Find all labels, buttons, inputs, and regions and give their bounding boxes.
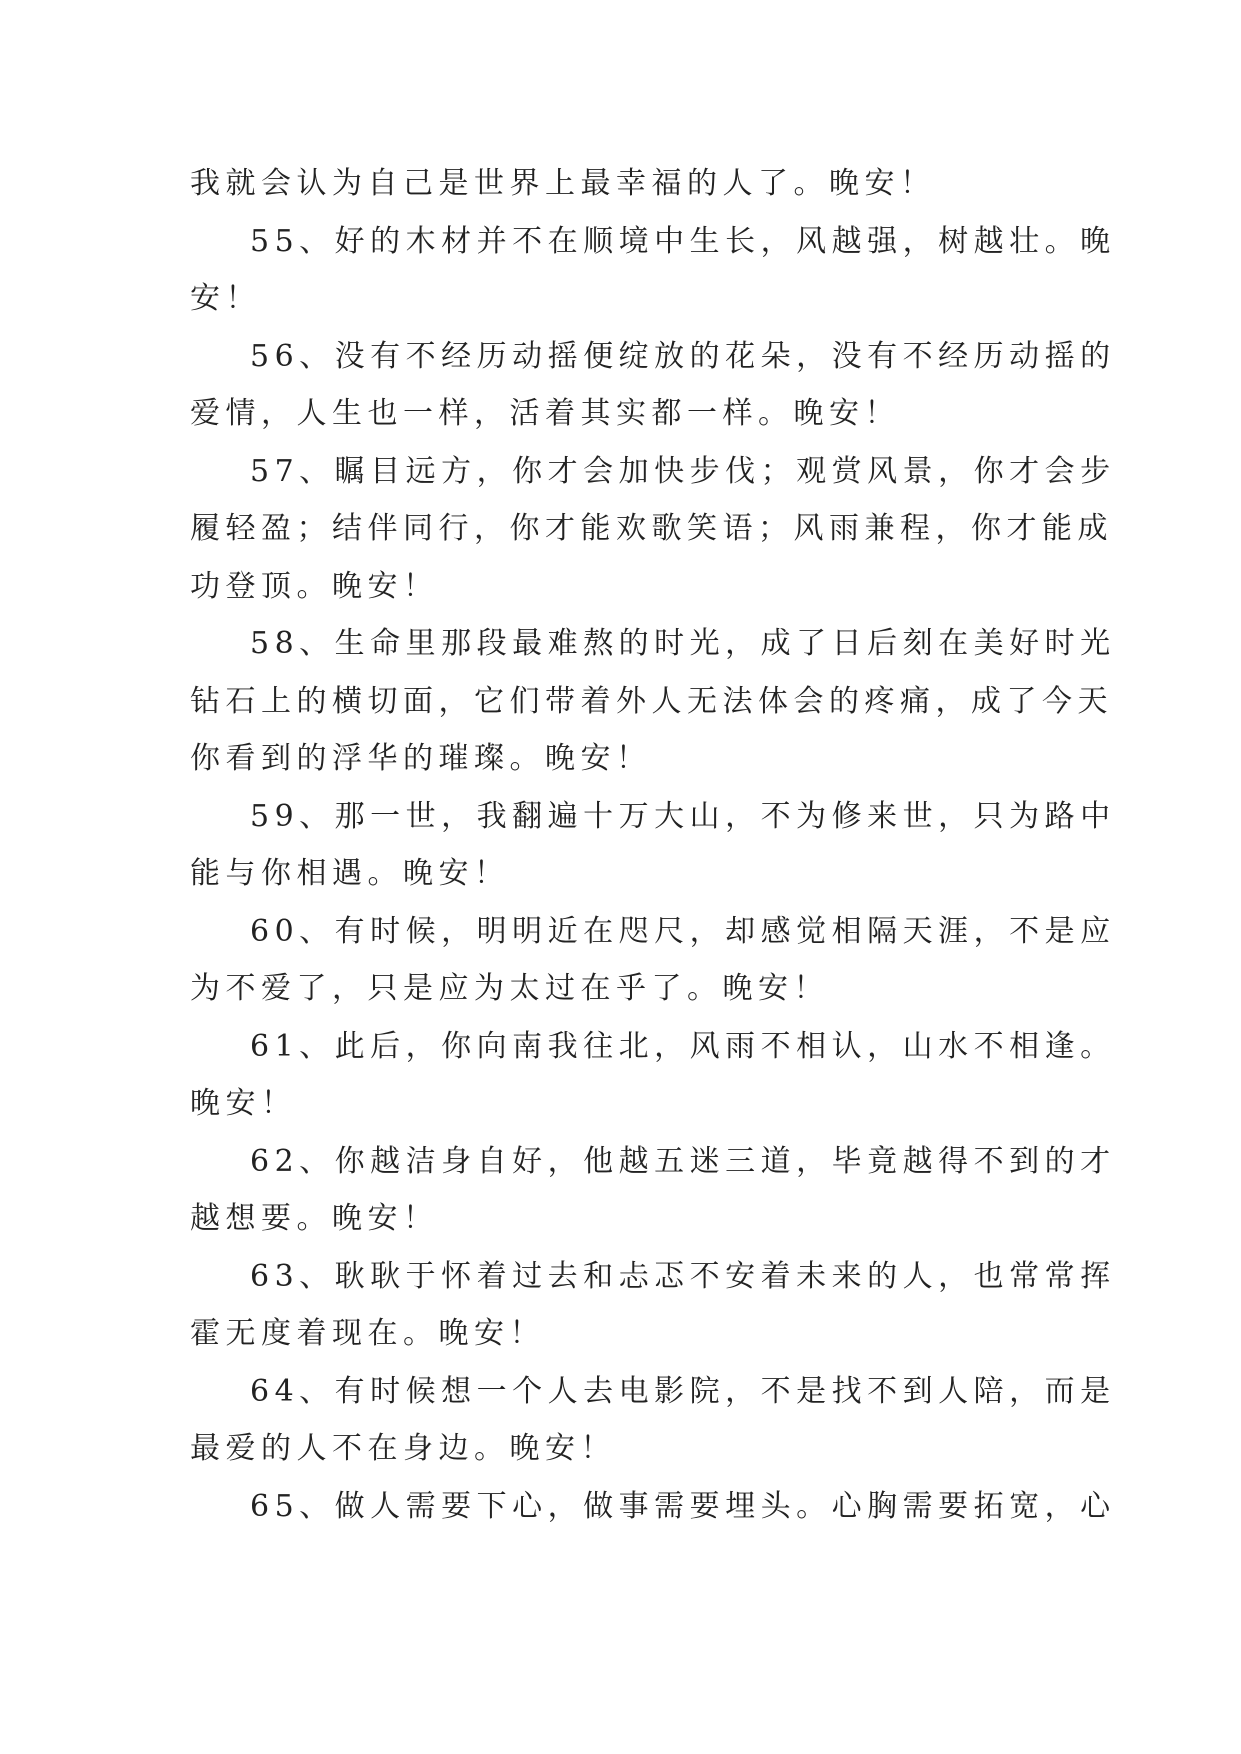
text-line: 最爱的人不在身边。晚安！	[190, 1431, 616, 1466]
text-line: 功登顶。晚安！	[190, 568, 439, 604]
text-line: 58、生命里那段最难熬的时光，成了日后刻在美好时光	[250, 626, 1116, 661]
text-line: 56、没有不经历动摇便绽放的花朵，没有不经历动摇的	[250, 338, 1116, 374]
text-line: 履轻盈；结伴同行，你才能欢歌笑语；风雨兼程，你才能成	[190, 511, 1113, 546]
text-line: 安！	[190, 281, 261, 316]
text-line: 你看到的浮华的璀璨。晚安！	[190, 741, 652, 776]
text-line: 65、做人需要下心，做事需要埋头。心胸需要拓宽，心	[250, 1488, 1116, 1524]
text-line: 钻石上的横切面，它们带着外人无法体会的疼痛，成了今天	[190, 683, 1113, 719]
text-line: 59、那一世，我翻遍十万大山，不为修来世，只为路中	[250, 798, 1116, 834]
text-line: 越想要。晚安！	[190, 1201, 439, 1236]
text-line: 55、好的木材并不在顺境中生长，风越强，树越壮。晚	[250, 223, 1116, 259]
text-line: 霍无度着现在。晚安！	[190, 1316, 545, 1351]
text-line: 为不爱了，只是应为太过在乎了。晚安！	[190, 971, 829, 1006]
text-line: 63、耿耿于怀着过去和忐忑不安着未来的人，也常常挥	[250, 1258, 1116, 1294]
text-line: 能与你相遇。晚安！	[190, 856, 510, 891]
text-line: 62、你越洁身自好，他越五迷三道，毕竟越得不到的才	[250, 1143, 1116, 1179]
text-line: 爱情，人生也一样，活着其实都一样。晚安！	[190, 396, 900, 431]
text-line: 60、有时候，明明近在咫尺，却感觉相隔天涯，不是应	[250, 913, 1116, 949]
document-body	[190, 155, 1116, 1535]
text-line: 晚安！	[190, 1086, 297, 1121]
text-line: 我就会认为自己是世界上最幸福的人了。晚安！	[190, 166, 936, 201]
text-line: 61、此后，你向南我往北，风雨不相认，山水不相逢。	[250, 1028, 1116, 1064]
text-line: 64、有时候想一个人去电影院，不是找不到人陪，而是	[250, 1373, 1116, 1409]
text-line: 57、瞩目远方，你才会加快步伐；观赏风景，你才会步	[250, 453, 1116, 489]
